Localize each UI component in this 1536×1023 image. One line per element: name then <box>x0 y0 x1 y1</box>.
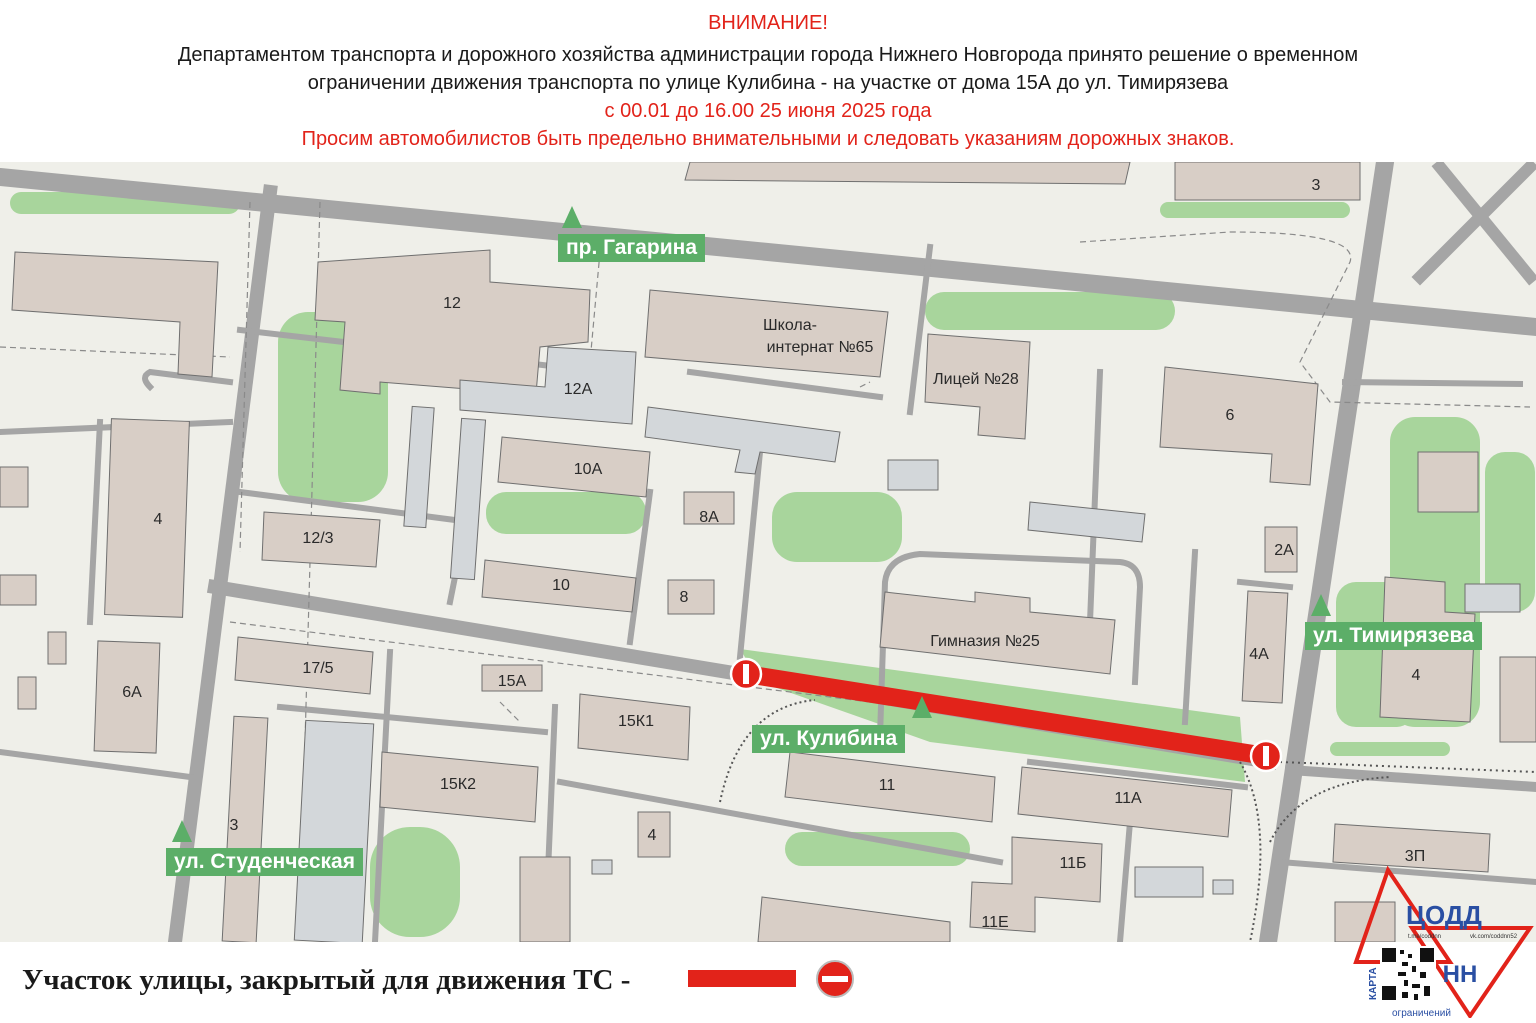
street-pointer-icon <box>1311 594 1331 616</box>
no-entry-sign-icon <box>1251 741 1281 771</box>
street-label-studencheskaya: ул. Студенческая <box>166 848 363 876</box>
road-minor <box>0 752 190 777</box>
label-4a: 4А <box>1249 646 1269 663</box>
label-lyceum: Лицей №28 <box>933 371 1019 388</box>
green-area <box>486 492 646 534</box>
street-label-gagarina: пр. Гагарина <box>558 234 705 262</box>
driver-appeal: Просим автомобилистов быть предельно внимательными и следовать указаниям дорожных знаков. <box>301 128 1235 150</box>
green-area <box>1160 202 1350 218</box>
legend-text: Участок улицы, закрытый для движения ТС - <box>22 964 631 996</box>
street-label-kulibina: ул. Кулибина <box>752 725 905 753</box>
notice-line-1: Департаментом транспорта и дорожного хозяйства администрации города Нижнего Новгорода принято решение о временном <box>177 44 1359 66</box>
street-map <box>0 162 1536 942</box>
green-area <box>925 292 1175 330</box>
building <box>18 677 36 709</box>
no-entry-sign-icon <box>731 659 761 689</box>
label-11: 11 <box>878 777 896 794</box>
building <box>1213 880 1233 894</box>
logo-nn: НН <box>1442 961 1478 988</box>
building <box>404 406 434 527</box>
building <box>520 857 570 942</box>
road-east <box>1290 770 1536 787</box>
building <box>1465 584 1520 612</box>
label-8a: 8А <box>699 509 719 526</box>
building <box>1135 867 1203 897</box>
street-pointer-icon <box>172 820 192 842</box>
legend <box>0 942 1536 1021</box>
attention-title: ВНИМАНИЕ! <box>708 12 828 34</box>
label-12a: 12А <box>563 381 593 398</box>
logo-karta: КАРТА <box>1368 967 1379 1000</box>
building-3 <box>1175 162 1360 200</box>
label-15a: 15А <box>497 673 527 690</box>
label-4-right: 4 <box>1411 667 1421 684</box>
label-school-1: Школа- <box>763 317 817 334</box>
green-area <box>772 492 902 562</box>
label-10a: 10А <box>573 461 603 478</box>
building <box>48 632 66 664</box>
building <box>1418 452 1478 512</box>
building <box>450 418 485 579</box>
map-canvas <box>0 162 1536 942</box>
label-6: 6 <box>1225 407 1235 424</box>
label-11e: 11Е <box>981 914 1009 931</box>
building <box>1028 502 1145 542</box>
notice-header <box>0 0 1536 160</box>
building <box>12 252 218 377</box>
label-school-2: интернат №65 <box>766 339 874 356</box>
building <box>1500 657 1536 742</box>
label-15k1: 15К1 <box>617 713 655 730</box>
building <box>294 720 373 942</box>
codd-logo <box>1352 866 1534 1018</box>
logo-brand: ЦОДД <box>1406 900 1482 930</box>
building-4 <box>105 419 190 618</box>
label-11a: 11А <box>1114 790 1142 807</box>
label-3: 3 <box>1311 177 1321 194</box>
green-area <box>1330 742 1450 756</box>
legend-closure-bar <box>688 970 796 987</box>
building <box>0 467 28 507</box>
label-17-5: 17/5 <box>302 660 334 677</box>
notice-line-2: ограничении движения транспорта по улице Кулибина - на участке от дома 15А до ул. Тимирязева <box>307 72 1229 94</box>
building <box>685 162 1130 184</box>
no-entry-sign-icon <box>814 958 856 1000</box>
label-6a: 6А <box>122 684 142 701</box>
street-pointer-icon <box>912 696 932 718</box>
logo-ogr: ограничений <box>1392 1008 1451 1018</box>
logo-vk: vk.com/coddnn52 <box>1470 934 1518 940</box>
building <box>888 460 938 490</box>
label-2a: 2А <box>1274 542 1294 559</box>
label-15k2: 15К2 <box>439 776 477 793</box>
closure-period: с 00.01 до 16.00 25 июня 2025 года <box>604 100 932 122</box>
label-gymnasium: Гимназия №25 <box>930 633 1040 650</box>
label-4-mid: 4 <box>647 827 657 844</box>
building <box>0 575 36 605</box>
label-10: 10 <box>552 577 570 594</box>
building-6 <box>1160 367 1318 485</box>
building-8 <box>668 580 714 614</box>
codd-logo-graphic <box>1352 866 1534 1018</box>
street-pointer-icon <box>562 206 582 228</box>
building <box>758 897 950 942</box>
label-11b: 11Б <box>1059 855 1087 872</box>
building <box>592 860 612 874</box>
green-area <box>370 827 460 937</box>
label-3p: 3П <box>1404 848 1426 865</box>
building <box>645 407 840 474</box>
logo-telegram: t.me/coddnn <box>1408 934 1442 940</box>
label-4-left: 4 <box>153 511 163 528</box>
street-label-timiryazeva: ул. Тимирязева <box>1305 622 1482 650</box>
label-3-left: 3 <box>229 817 239 834</box>
label-12-3: 12/3 <box>302 530 334 547</box>
label-8: 8 <box>679 589 689 606</box>
label-12: 12 <box>443 295 461 312</box>
